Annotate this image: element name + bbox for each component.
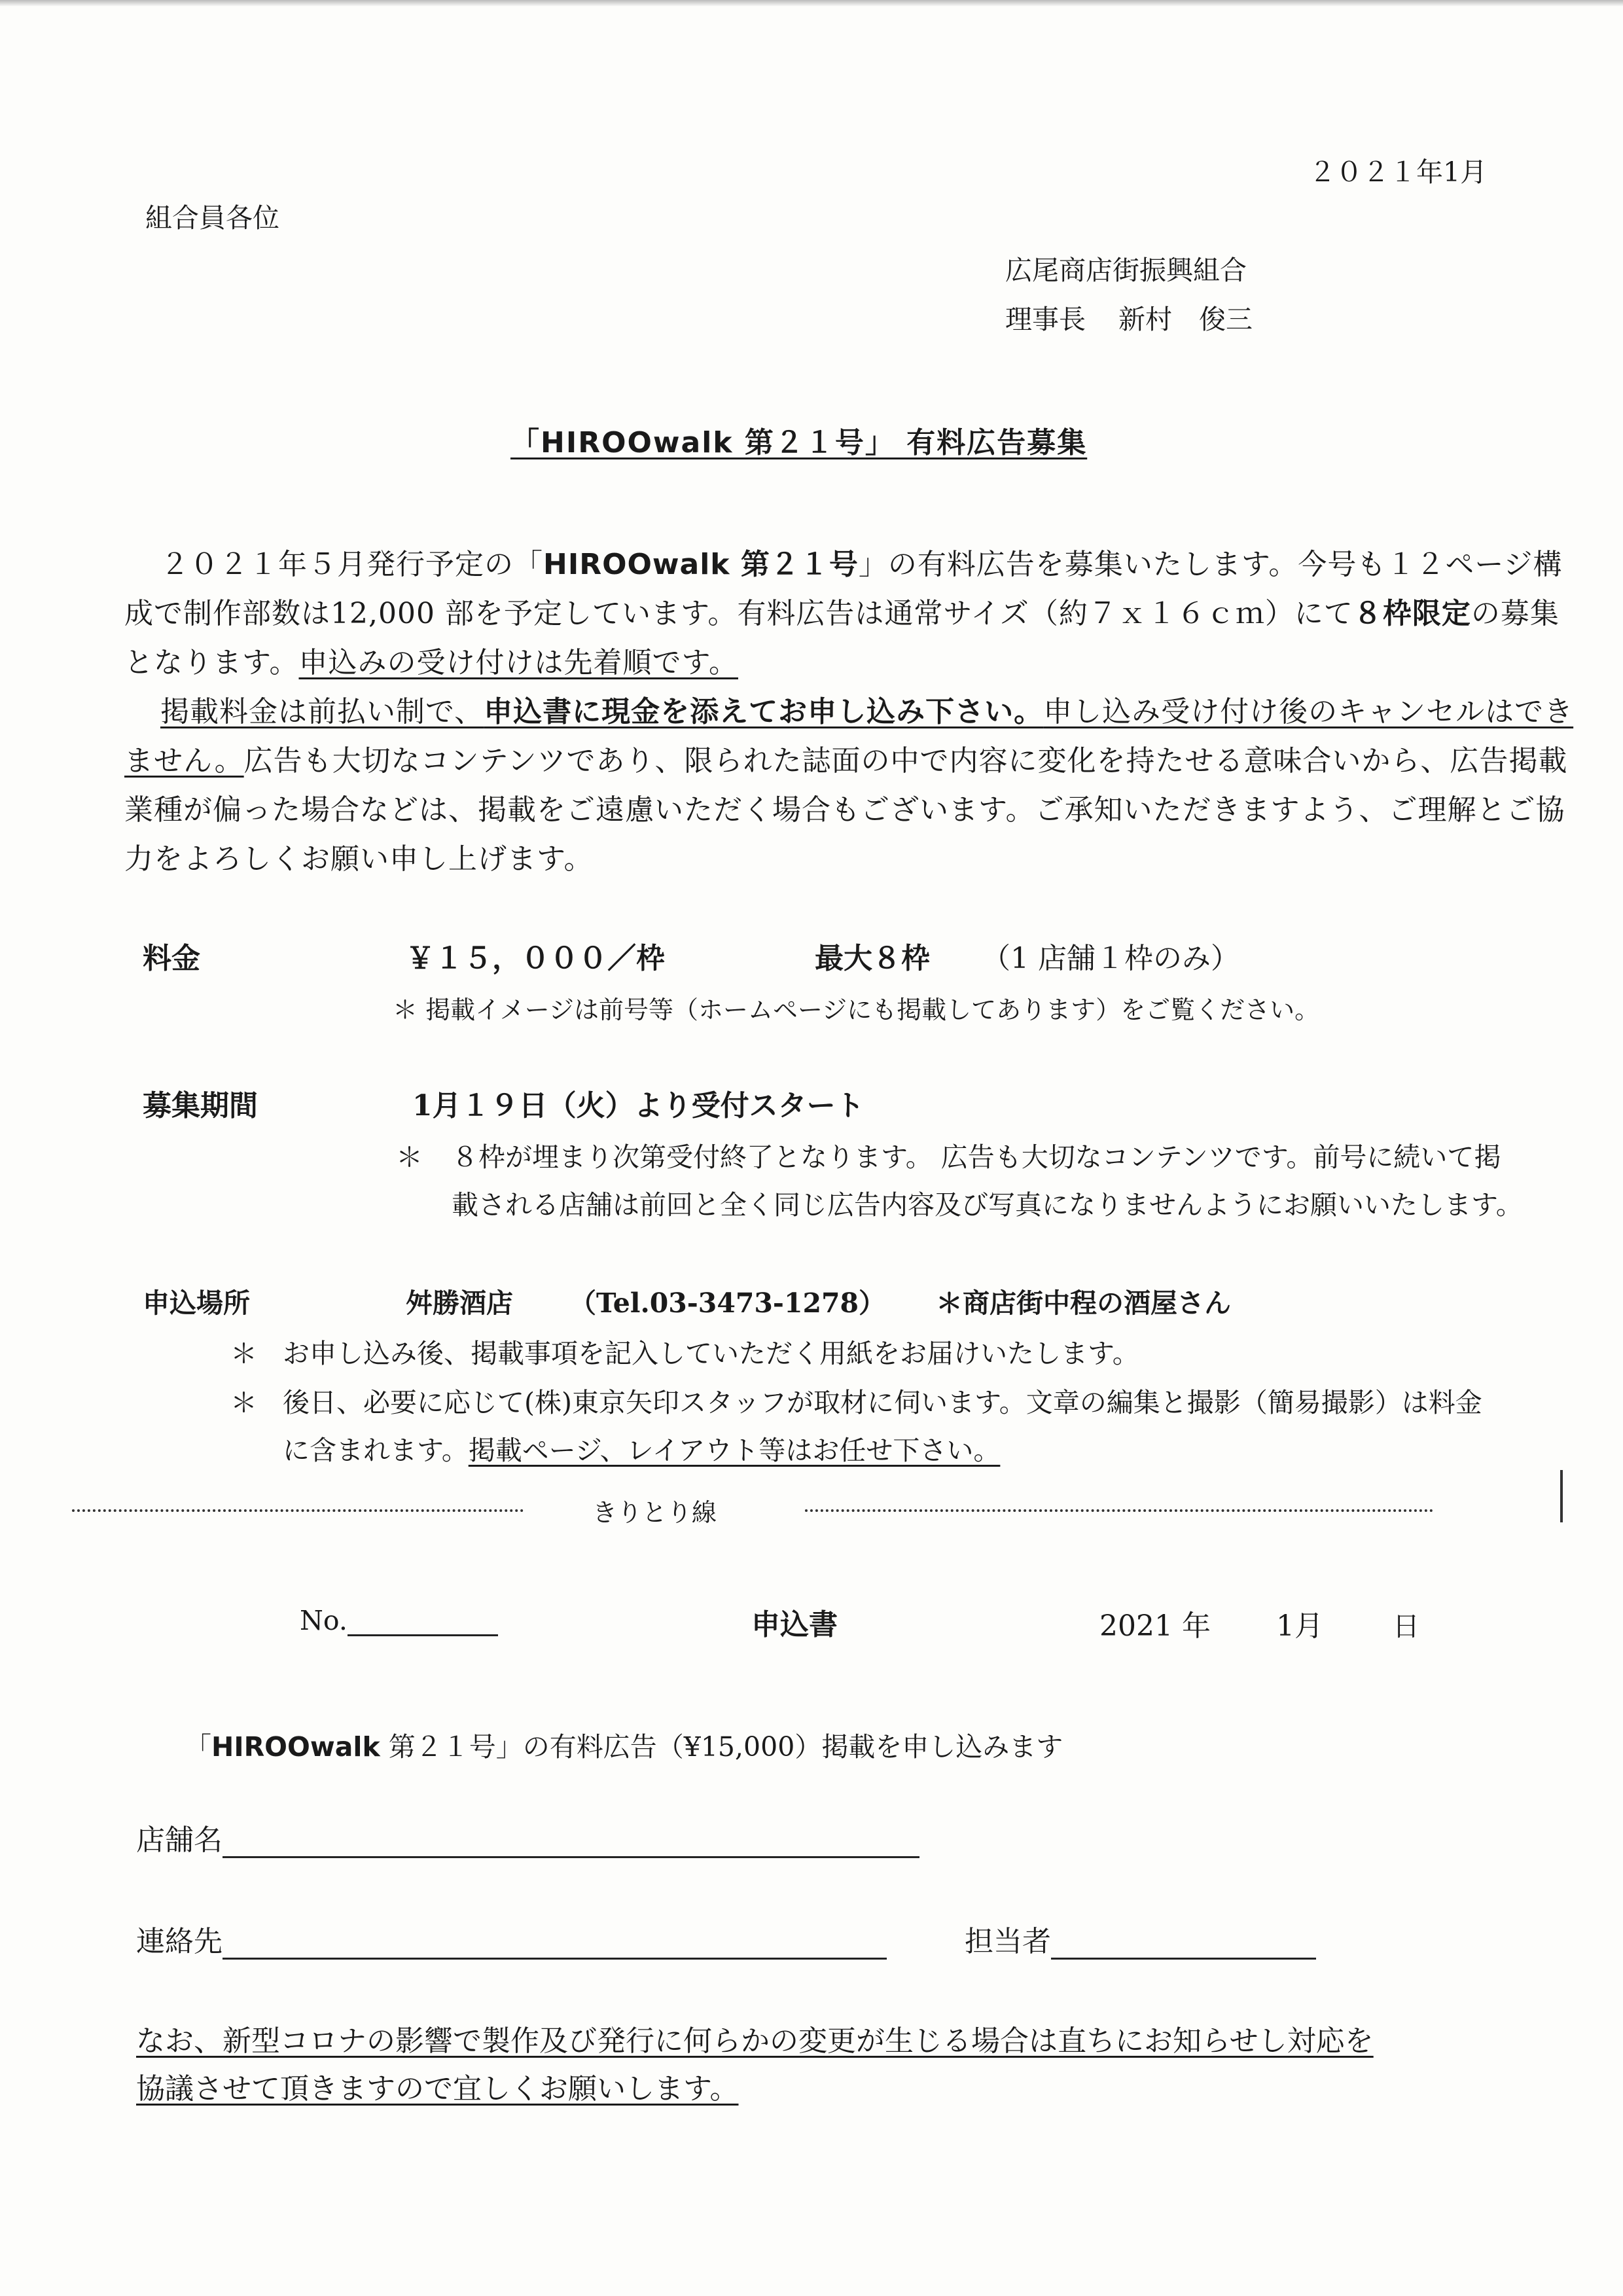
issue-date: ２０２１年1月 [1309,156,1488,188]
footer-note-1: なお、新型コロナの影響で製作及び発行に何らかの変更が生じる場合は直ちにお知らせし対応を [136,2024,1374,2058]
place-note-2-star: ＊ [230,1387,257,1418]
intro-body [124,540,1584,884]
scan-edge [0,0,1623,7]
scan-mark [1560,1470,1563,1522]
place-tel: （Tel.03-3473-1278） [569,1287,886,1319]
cash-emphasis: 申込書に現金を添えてお申し込み下さい。 [484,695,1044,728]
fee-subnote: ＊ 掲載イメージは前号等（ホームページにも掲載してあります）をご覧ください。 [393,996,1320,1024]
form-number-label: No. [300,1605,348,1636]
chair-title: 理事長 [1005,304,1086,335]
intro-paragraph-1: ２０２１年５月発行予定の「HIROOwalk 第２１号」の有料広告を募集いたします。今号も１２ページ構成で制作部数は12,000 部を予定しています。有料広告は通常サイズ（約７ｘ１６ｃｍ）にて８枠限定の募集となります。申込みの受け付けは先着順です。 [124,548,1563,679]
shop-name-row [136,1816,919,1858]
footer-note-2: 協議させて頂きますので宜しくお願いします。 [136,2072,739,2106]
place-note-1-star: ＊ [230,1338,257,1369]
form-number [300,1605,498,1636]
recipient: 組合員各位 [145,202,279,234]
period-value: 1月１９日（火）より受付スタート [412,1089,865,1122]
issue-name: HIROOwalk 第２１号 [543,548,859,581]
place-note-3: に含まれます。掲載ページ、レイアウト等はお任せ下さい。 [283,1435,1001,1466]
shop-name-field[interactable] [223,1823,919,1858]
sender-chair [1005,298,1253,336]
contact-label: 連絡先 [136,1925,223,1958]
place-label: 申込場所 [143,1287,250,1319]
period-note-2: 載される店舗は前回と全く同じ広告内容及び写真になりませんようにお願いいたします。 [452,1189,1523,1221]
form-month: 1月 [1276,1609,1323,1643]
fee-note: （1 店舗１枠のみ） [982,942,1240,975]
layout-note: 掲載ページ、レイアウト等はお任せ下さい。 [468,1435,1001,1466]
form-year: 2021 年 [1099,1609,1211,1643]
period-label: 募集期間 [143,1089,258,1122]
first-come-note: 申込みの受け付けは先着順です。 [298,646,738,679]
place-desc: ＊商店街中程の酒屋さん [936,1287,1231,1319]
limit-emphasis: ８枠限定 [1353,597,1471,630]
fee-label: 料金 [143,942,200,975]
cut-line-right [805,1509,1433,1512]
contact-row [136,1918,887,1960]
form-day: 日 [1393,1611,1419,1642]
period-note-1: ８枠が埋まり次第受付終了となります。 広告も大切なコンテンツです。前号に続いて掲 [452,1141,1501,1173]
shop-name-label: 店舗名 [136,1823,223,1857]
place-shop: 舛勝酒店 [406,1287,513,1319]
person-row [965,1918,1316,1960]
no-cancel-note: 申し込み受け付け後のキャンセルはできません。 [124,695,1574,778]
contact-field[interactable] [223,1925,887,1960]
sender-org: 広尾商店街振興組合 [1005,255,1247,286]
place-note-1: お申し込み後、掲載事項を記入していただく用紙をお届けいたします。 [283,1338,1139,1369]
place-note-2: 後日、必要に応じて(株)東京矢印スタッフが取材に伺います。文章の編集と撮影（簡易撮影）は料金 [283,1387,1482,1418]
chair-name: 新村 俊三 [1118,304,1253,335]
fee-max: 最大８枠 [815,942,930,975]
intro-paragraph-2: 掲載料金は前払い制で、申込書に現金を添えてお申し込み下さい。申し込み受け付け後のキャンセルはできません。広告も大切なコンテンツであり、限られた誌面の中で内容に変化を持たせる意味合いから、広告掲載業種が偏った場合などは、掲載をご遠慮いただく場合もございます。ご承知いただきますよう、ご理解とご協力をよろしくお願い申し上げます。 [124,695,1574,876]
person-field[interactable] [1051,1925,1316,1960]
form-title: 申込書 [751,1608,838,1641]
person-label: 担当者 [965,1925,1051,1958]
form-statement: 「HIROOwalk 第２１号」の有料広告（¥15,000）掲載を申し込みます [185,1731,1063,1763]
cut-line-left [72,1509,524,1512]
form-number-field[interactable] [348,1608,498,1636]
period-note-star: ＊ [396,1141,423,1173]
fee-price: ￥１５，０００／枠 [406,942,665,975]
cut-line-label: きりとり線 [592,1498,717,1527]
page-title: 「HIROOwalk 第２１号」 有料広告募集 [510,426,1088,459]
